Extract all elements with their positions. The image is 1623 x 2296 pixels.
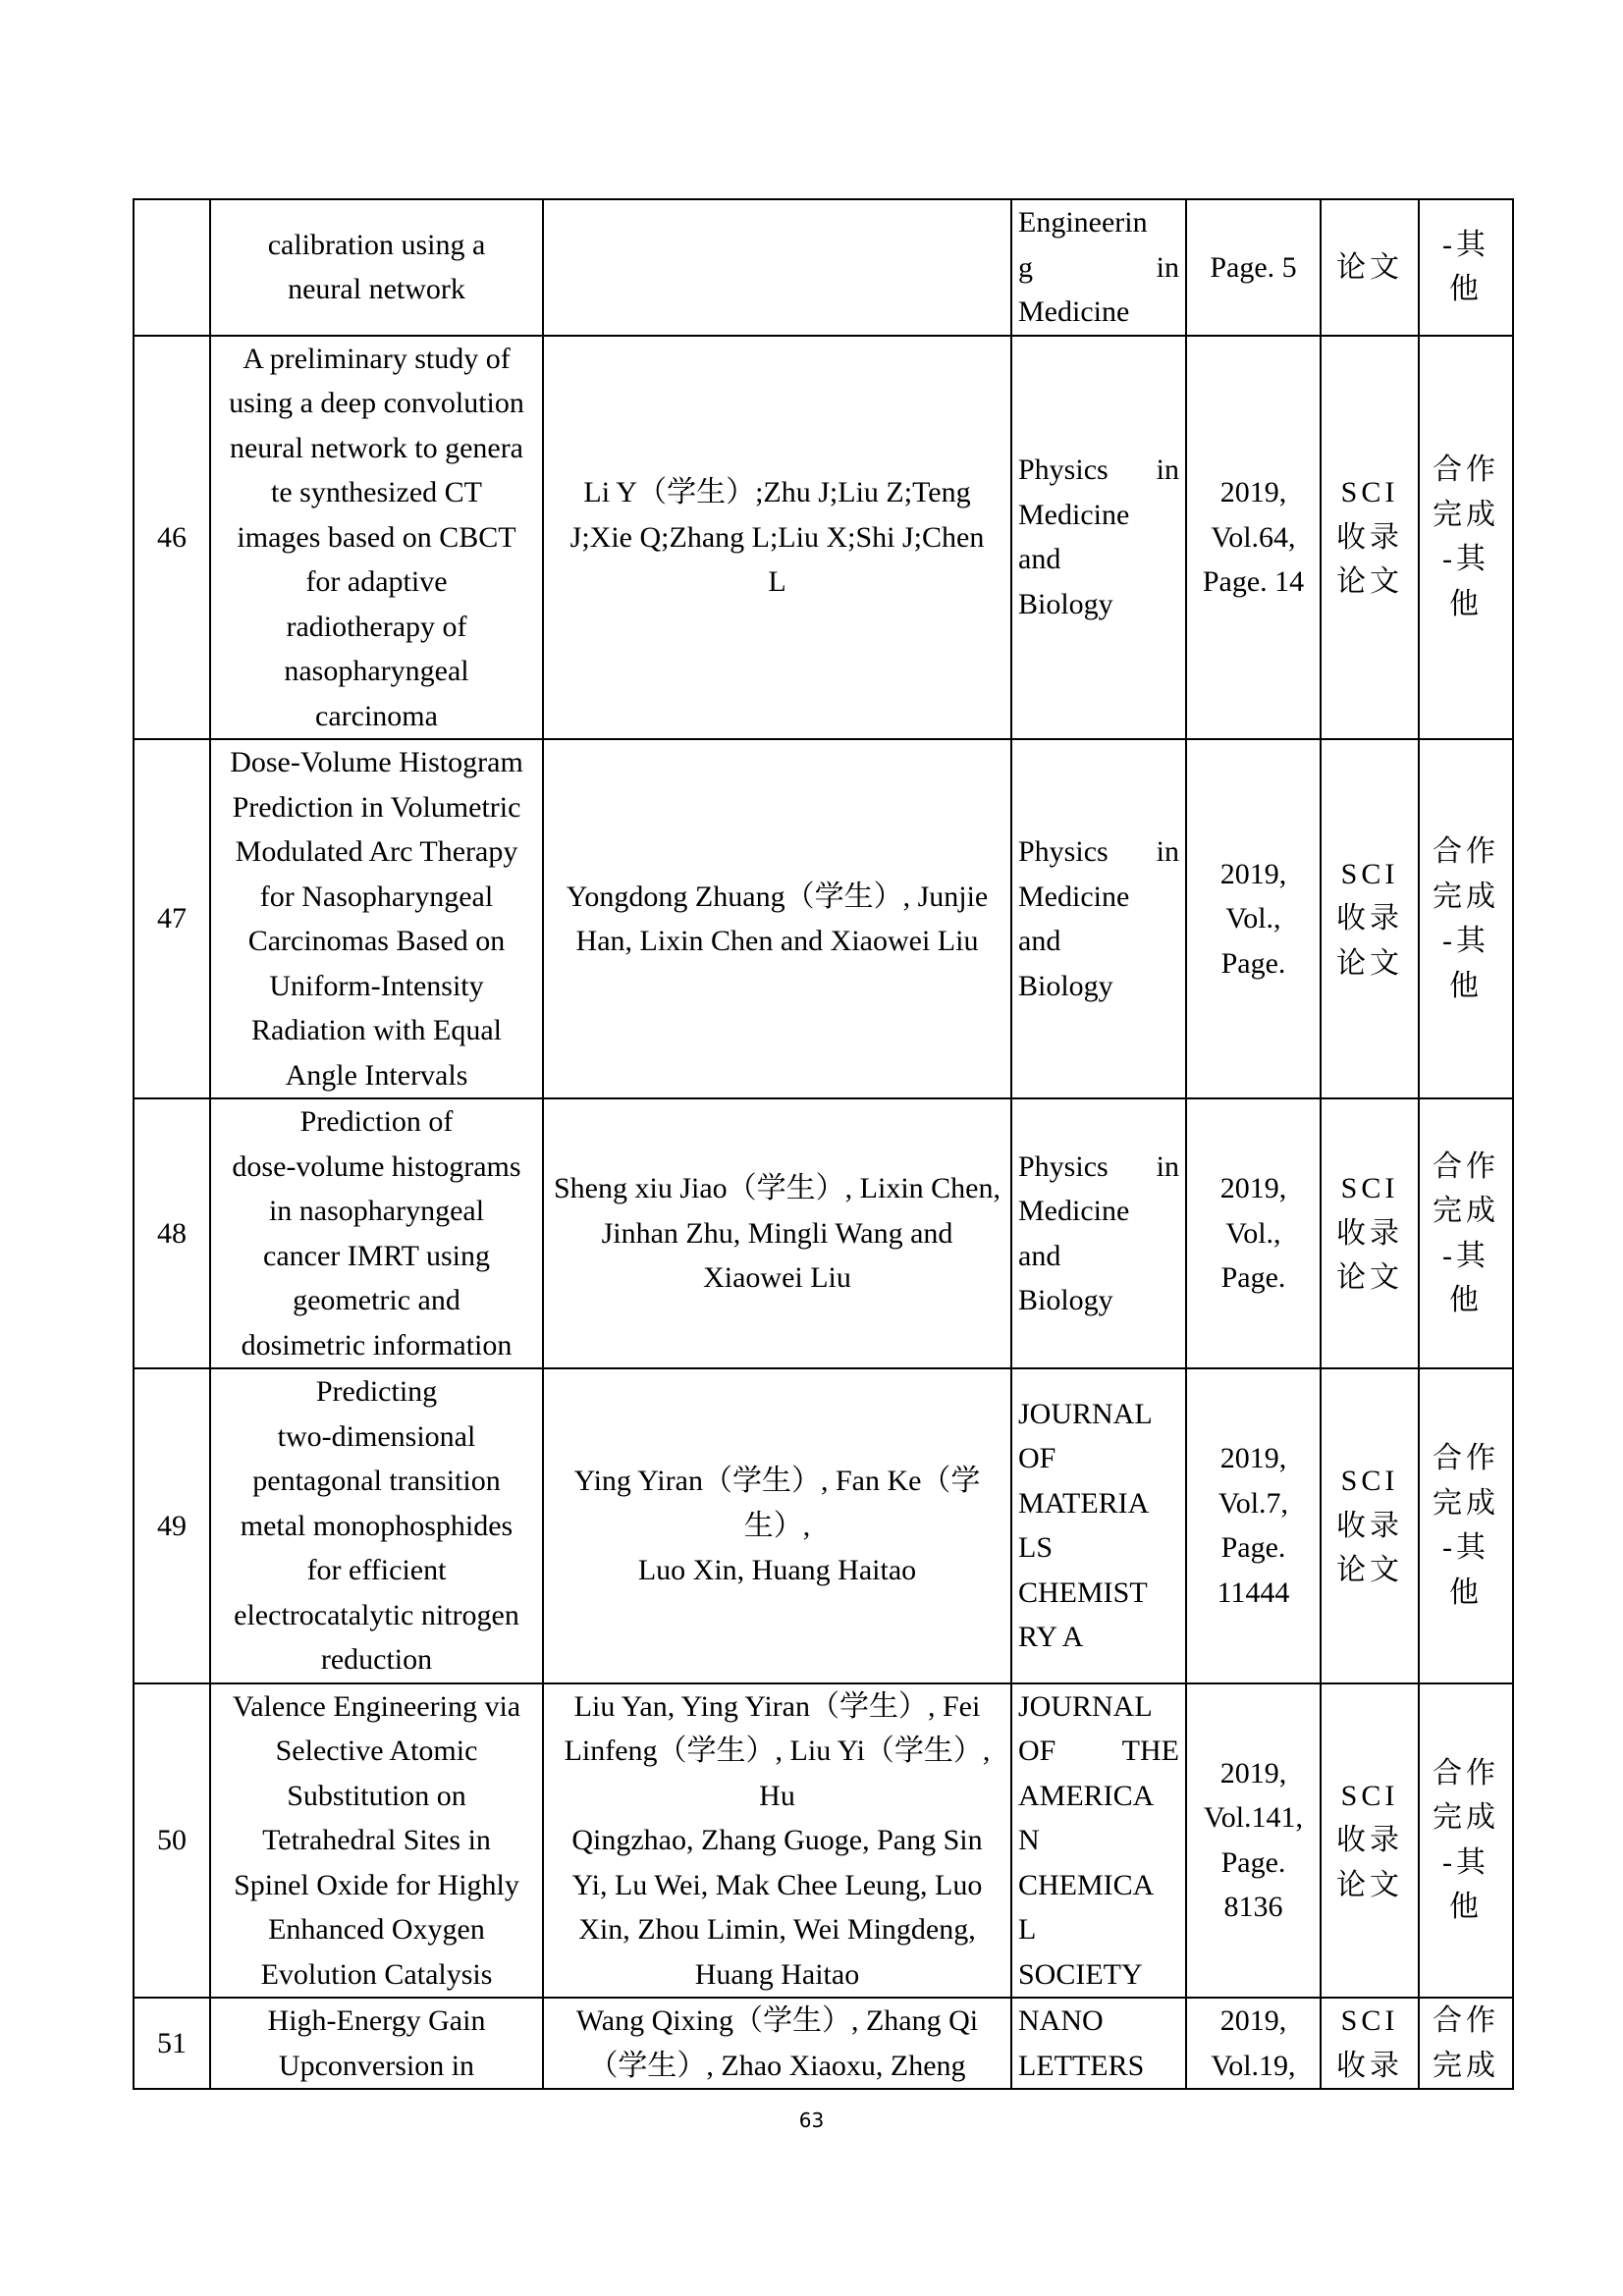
cell-line: Valence Engineering via [232, 1689, 521, 1723]
journal-cell [1011, 1098, 1186, 1368]
cell-line: Biology [1018, 969, 1113, 1002]
cell-line: Luo Xin, Huang Haitao [637, 1554, 917, 1586]
cell-line: 完成 [1433, 1486, 1499, 1520]
cell-line: metal monophosphides [240, 1509, 514, 1542]
authors-cell [543, 1368, 1011, 1683]
cell-line: Sheng xiu Jiao（学生）, Lixin Chen, [554, 1172, 1001, 1205]
indexing-category-cell [1321, 1998, 1419, 2089]
entry-number-cell: 50 [134, 1683, 210, 1999]
cell-line: electrocatalytic nitrogen [234, 1598, 519, 1631]
authors-cell [543, 1098, 1011, 1368]
cell-line: 收录 [1336, 1824, 1403, 1856]
table-row [134, 1368, 1513, 1683]
cell-line: MATERIA [1018, 1486, 1150, 1520]
cell-line: pentagonal transition [252, 1465, 501, 1497]
cell-line: Medicine [1018, 498, 1130, 531]
cell-line: 合作 [1433, 835, 1499, 868]
authors-cell [543, 1683, 1011, 1999]
cell-line: 他 [1449, 1575, 1483, 1609]
cell-line: Substitution on [287, 1779, 466, 1812]
cell-line: 收录 [1336, 1216, 1403, 1250]
cell-line: Tetrahedral Sites in [262, 1824, 491, 1856]
cell-line: LS [1018, 1531, 1054, 1565]
cell-line: two-dimensional [277, 1419, 476, 1453]
paper-title-cell [210, 199, 543, 336]
cell-line: 他 [1449, 1891, 1483, 1924]
cell-line: J;Xie Q;Zhang L;Liu X;Shi J;Chen [569, 520, 985, 554]
indexing-category-cell [1321, 1683, 1419, 1999]
cell-line: images based on CBCT [237, 520, 516, 554]
cell-line: A preliminary study of [243, 342, 511, 375]
entry-number-cell: 46 [134, 336, 210, 740]
cell-line: 合作 [1433, 1149, 1499, 1183]
table-row [134, 739, 1513, 1098]
cell-line: and [1018, 543, 1061, 576]
cell-line: AMERICA [1018, 1779, 1155, 1812]
cell-line: JOURNAL [1018, 1397, 1153, 1430]
cell-line: Physics in [1018, 835, 1179, 868]
cell-line: 他 [1449, 969, 1483, 1002]
cell-line: Dose-Volume Histogram [230, 746, 523, 778]
indexing-category-cell [1321, 739, 1419, 1098]
cell-line: Engineerin [1018, 206, 1148, 239]
cell-line: 完成 [1433, 2049, 1499, 2082]
table-row [134, 199, 1513, 336]
cell-line: Xiaowei Liu [703, 1261, 851, 1295]
publications-table-body [134, 199, 1513, 2089]
authors-cell [543, 739, 1011, 1098]
journal-cell [1011, 1683, 1186, 1999]
cell-line: 合作 [1433, 454, 1499, 487]
cell-line: OF THE [1018, 1735, 1179, 1767]
cell-line: and [1018, 1239, 1061, 1272]
cell-line: 论文 [1336, 565, 1403, 598]
cell-line: Vol.7, [1217, 1486, 1289, 1520]
table-row [134, 1098, 1513, 1368]
paper-title-cell [210, 336, 543, 740]
cell-line: 论文 [1336, 1261, 1403, 1295]
completion-type-cell [1419, 739, 1513, 1098]
cell-line: -其 [1442, 1239, 1489, 1272]
cell-line: SCI [1340, 476, 1399, 508]
cell-line: 收录 [1336, 2049, 1403, 2082]
cell-line: -其 [1442, 543, 1489, 576]
completion-type-cell [1419, 1998, 1513, 2089]
cell-line: Selective Atomic [275, 1735, 478, 1767]
cell-line: 收录 [1336, 902, 1403, 935]
journal-cell [1011, 739, 1186, 1098]
cell-line: Vol., [1225, 902, 1281, 935]
authors-cell [543, 336, 1011, 740]
cell-line: 2019, [1219, 476, 1287, 508]
cell-line: 完成 [1433, 498, 1499, 531]
authors-cell [543, 1998, 1011, 2089]
cell-line: 论文 [1336, 1868, 1403, 1901]
cell-line: Vol.19, [1211, 2049, 1296, 2082]
cell-line: radiotherapy of [286, 610, 467, 643]
cell-line: -其 [1442, 925, 1489, 957]
paper-title-cell [210, 1368, 543, 1683]
cell-line: Medicine [1018, 1195, 1130, 1227]
cell-line: nasopharyngeal [284, 655, 469, 687]
publication-info-cell [1186, 1998, 1321, 2089]
cell-line: 完成 [1433, 1195, 1499, 1227]
entry-number-cell: 47 [134, 739, 210, 1098]
publication-info-cell [1186, 199, 1321, 336]
completion-type-cell [1419, 1368, 1513, 1683]
cell-line: CHEMIST [1018, 1575, 1148, 1609]
cell-line: geometric and [293, 1284, 460, 1316]
cell-line: Page. 14 [1202, 565, 1305, 598]
publication-info-cell [1186, 1368, 1321, 1683]
cell-line: RY A [1018, 1621, 1084, 1654]
table-row [134, 336, 1513, 740]
paper-title-cell [210, 1098, 543, 1368]
cell-line: carcinoma [315, 699, 438, 732]
authors-cell [543, 199, 1011, 336]
cell-line: Yongdong Zhuang（学生）, Junjie [566, 880, 989, 913]
journal-cell [1011, 336, 1186, 740]
journal-cell [1011, 1368, 1186, 1683]
cell-line: Huang Haitao [694, 1957, 860, 1991]
cell-line: g in [1018, 250, 1179, 284]
publication-info-cell [1186, 336, 1321, 740]
cell-line: 11444 [1217, 1575, 1290, 1609]
cell-line: 2019, [1219, 857, 1287, 890]
cell-line: Modulated Arc Therapy [235, 835, 518, 868]
cell-line: Li Y（学生）;Zhu J;Liu Z;Teng [583, 476, 971, 508]
completion-type-cell [1419, 1683, 1513, 1999]
cell-line: Wang Qixing（学生）, Zhang Qi [575, 2004, 979, 2037]
indexing-category-cell [1321, 1098, 1419, 1368]
cell-line: Radiation with Equal [251, 1014, 502, 1046]
cell-line: reduction [320, 1643, 433, 1676]
indexing-category-cell [1321, 336, 1419, 740]
cell-line: Page. [1220, 1261, 1286, 1295]
cell-line: N [1018, 1824, 1040, 1856]
cell-line: Prediction of [299, 1105, 454, 1138]
cell-line: Angle Intervals [285, 1058, 468, 1092]
cell-line: 论文 [1336, 250, 1403, 284]
cell-line: SCI [1340, 1779, 1399, 1812]
paper-title-cell [210, 1683, 543, 1999]
cell-line: 2019, [1219, 1756, 1287, 1789]
cell-line: Vol.64, [1211, 520, 1296, 554]
publication-info-cell [1186, 739, 1321, 1098]
cell-line: SCI [1340, 1465, 1399, 1497]
publications-table [133, 198, 1514, 2090]
cell-line: 合作 [1433, 1756, 1499, 1789]
completion-type-cell [1419, 199, 1513, 336]
cell-line: Jinhan Zhu, Mingli Wang and [601, 1216, 953, 1250]
cell-line: Evolution Catalysis [260, 1957, 493, 1991]
entry-number-cell: 49 [134, 1368, 210, 1683]
cell-line: 论文 [1336, 946, 1403, 980]
cell-line: Page. 5 [1210, 250, 1297, 284]
cell-line: neural network [288, 273, 465, 306]
cell-line: 他 [1449, 1284, 1483, 1316]
cell-line: 合作 [1433, 1442, 1499, 1475]
table-row [134, 1683, 1513, 1999]
indexing-category-cell [1321, 199, 1419, 336]
cell-line: Linfeng（学生）, Liu Yi（学生）, Hu [564, 1735, 991, 1812]
cell-line: CHEMICA [1018, 1868, 1155, 1901]
cell-line: （学生）, Zhao Xiaoxu, Zheng [588, 2049, 966, 2082]
cell-line: Page. [1220, 946, 1286, 980]
cell-line: Prediction in Volumetric [232, 790, 521, 824]
cell-line: SCI [1340, 1172, 1399, 1205]
cell-line: Predicting [315, 1375, 438, 1408]
cell-line: JOURNAL [1018, 1689, 1153, 1723]
cell-line: Page. [1220, 1845, 1286, 1879]
cell-line: L [768, 565, 786, 598]
cell-line: NANO [1018, 2004, 1104, 2037]
cell-line: Han, Lixin Chen and Xiaowei Liu [575, 925, 979, 957]
journal-cell [1011, 1998, 1186, 2089]
cell-line: L [1018, 1913, 1037, 1946]
cell-line: Xin, Zhou Limin, Wei Mingdeng, [578, 1913, 976, 1946]
cell-line: Spinel Oxide for Highly [234, 1868, 519, 1901]
cell-line: 收录 [1336, 1509, 1403, 1542]
cell-line: Uniform-Intensity [269, 969, 484, 1002]
cell-line: SCI [1340, 857, 1399, 890]
cell-line: 完成 [1433, 1801, 1499, 1835]
cell-line: te synthesized CT [271, 476, 482, 508]
cell-line: dosimetric information [241, 1328, 513, 1362]
cell-line: for Nasopharyngeal [259, 880, 494, 913]
journal-cell [1011, 199, 1186, 336]
paper-title-cell [210, 1998, 543, 2089]
paper-title-cell [210, 739, 543, 1098]
cell-line: Medicine [1018, 880, 1130, 913]
cell-line: Qingzhao, Zhang Guoge, Pang Sin [571, 1824, 983, 1856]
cell-line: cancer IMRT using [263, 1239, 490, 1272]
cell-line: dose-volume histograms [232, 1149, 521, 1183]
cell-line: 完成 [1433, 880, 1499, 913]
cell-line: for adaptive [305, 565, 448, 598]
cell-line: OF [1018, 1442, 1056, 1475]
cell-line: 2019, [1219, 1442, 1287, 1475]
cell-line: Physics in [1018, 454, 1179, 487]
cell-line: in nasopharyngeal [268, 1195, 485, 1227]
cell-line: Vol.141, [1203, 1801, 1304, 1835]
cell-line: Biology [1018, 1284, 1113, 1316]
table-row [134, 1998, 1513, 2089]
cell-line: Vol., [1225, 1216, 1281, 1250]
cell-line: calibration using a [267, 228, 486, 261]
cell-line: Ying Yiran（学生）, Fan Ke（学生）, [573, 1465, 981, 1542]
cell-line: 他 [1449, 273, 1483, 306]
cell-line: 2019, [1219, 2004, 1287, 2037]
page-number: 63 [798, 2109, 825, 2132]
cell-line: neural network to genera [229, 431, 524, 464]
cell-line: -其 [1442, 1845, 1489, 1879]
entry-number-cell [134, 199, 210, 336]
entry-number-cell: 51 [134, 1998, 210, 2089]
cell-line: 2019, [1219, 1172, 1287, 1205]
cell-line: SCI [1340, 2004, 1399, 2037]
completion-type-cell [1419, 1098, 1513, 1368]
cell-line: Physics in [1018, 1149, 1179, 1183]
publication-info-cell [1186, 1683, 1321, 1999]
cell-line: Liu Yan, Ying Yiran（学生）, Fei [573, 1689, 981, 1723]
cell-line: for efficient [306, 1554, 447, 1586]
cell-line: Carcinomas Based on [247, 925, 506, 957]
cell-line: 他 [1449, 587, 1483, 620]
cell-line: SOCIETY [1018, 1957, 1143, 1991]
cell-line: Biology [1018, 587, 1113, 620]
cell-line: Upconversion in [278, 2049, 475, 2082]
indexing-category-cell [1321, 1368, 1419, 1683]
cell-line: High-Energy Gain [267, 2004, 486, 2037]
cell-line: -其 [1442, 228, 1489, 261]
entry-number-cell: 48 [134, 1098, 210, 1368]
cell-line: using a deep convolution [229, 387, 524, 419]
cell-line: Yi, Lu Wei, Mak Chee Leung, Luo [571, 1868, 983, 1901]
cell-line: Page. [1220, 1531, 1286, 1565]
cell-line: Enhanced Oxygen [268, 1913, 485, 1946]
cell-line: and [1018, 925, 1061, 957]
publication-info-cell [1186, 1098, 1321, 1368]
cell-line: -其 [1442, 1531, 1489, 1565]
cell-line: 8136 [1223, 1891, 1283, 1924]
cell-line: 合作 [1433, 2004, 1499, 2037]
completion-type-cell [1419, 336, 1513, 740]
cell-line: LETTERS [1018, 2049, 1145, 2082]
cell-line: 论文 [1336, 1554, 1403, 1586]
cell-line: 收录 [1336, 520, 1403, 554]
cell-line: Medicine [1018, 295, 1130, 328]
